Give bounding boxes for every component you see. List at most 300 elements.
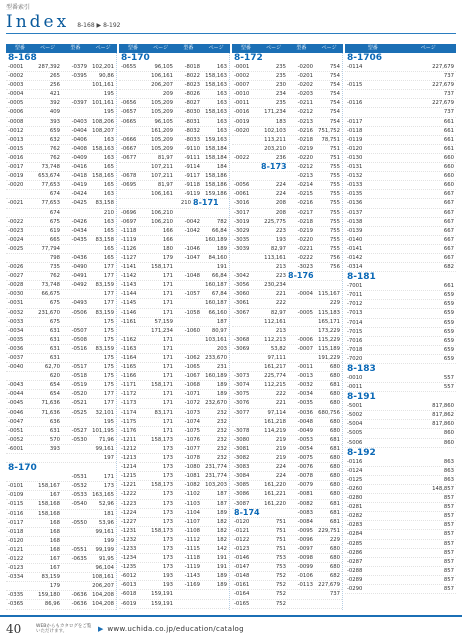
- page-ref: 91,95: [98, 555, 114, 562]
- page-ref: [315, 281, 342, 289]
- model-number: -0220: [297, 154, 313, 161]
- model-number: -1102: [184, 491, 200, 498]
- page-ref: 102,201: [92, 64, 114, 70]
- model-number: -0139: [347, 227, 363, 234]
- model-number: [288, 318, 315, 326]
- table-row: [119, 263, 229, 272]
- model-number: -6013: [121, 582, 137, 589]
- table-row: [232, 399, 342, 408]
- page-ref: 173: [162, 564, 173, 571]
- model-number: -0005: [297, 309, 313, 316]
- page-number: 40: [6, 622, 22, 636]
- page-ref: 210: [180, 200, 191, 207]
- page-ref: 71,636: [41, 400, 60, 407]
- page-ref: 71,636: [41, 409, 60, 416]
- section-label: 8-183: [347, 364, 376, 374]
- table-row: [345, 337, 456, 346]
- page-ref: 754: [329, 91, 340, 98]
- model-number: [119, 127, 148, 135]
- table-row: [119, 563, 229, 572]
- table-row: [232, 590, 342, 599]
- page-ref: 857: [443, 585, 454, 592]
- model-number: -0379: [71, 64, 87, 70]
- model-number: -0008: [8, 118, 24, 125]
- page-ref: 659: [443, 346, 454, 353]
- page-ref: 160,187: [205, 300, 227, 307]
- table-row: [232, 272, 342, 281]
- page-ref: 654: [49, 382, 60, 389]
- model-number: -0212: [297, 109, 313, 116]
- model-number: -1080: [184, 464, 200, 471]
- model-number: -0147: [234, 564, 250, 571]
- model-number: -0222: [297, 254, 313, 261]
- model-number: -1213: [121, 455, 137, 462]
- page-ref: 755: [329, 182, 340, 189]
- page-ref: 168: [49, 519, 60, 526]
- model-number: -0052: [8, 436, 24, 443]
- table-row: [6, 145, 116, 154]
- page-ref: 101,195: [92, 427, 114, 434]
- table-row: [6, 254, 116, 263]
- table-row: [6, 528, 116, 537]
- page-ref: 158,165: [92, 173, 114, 180]
- model-number: -0516: [71, 345, 87, 352]
- model-number: -1224: [121, 509, 137, 516]
- page-ref: 83,159: [95, 282, 114, 289]
- page-ref: 96,105: [154, 118, 173, 125]
- page-ref: 227,679: [432, 100, 454, 107]
- table-row: [345, 540, 456, 549]
- table-row: [232, 254, 342, 263]
- model-number: [232, 318, 261, 326]
- page-ref: 653,674: [38, 173, 60, 180]
- table-row: [345, 383, 456, 392]
- model-number: -0287: [347, 558, 363, 565]
- model-number: -0101: [8, 483, 24, 490]
- model-number: -0122: [234, 536, 250, 543]
- model-number: -0109: [8, 492, 24, 499]
- section-heading: [232, 53, 342, 63]
- page-ref: 680: [329, 373, 340, 380]
- model-number: -9110: [184, 145, 200, 152]
- page-ref: 57,159: [154, 318, 173, 325]
- page-ref: 115,167: [318, 291, 340, 298]
- column-header-label: ページ: [40, 45, 56, 51]
- model-number: -3019: [234, 218, 250, 225]
- model-number: -1144: [121, 291, 137, 298]
- model-number: -0666: [121, 136, 137, 143]
- table-row: [345, 245, 456, 254]
- model-number: -0025: [8, 245, 24, 252]
- page-ref: 754: [329, 64, 340, 70]
- model-number: -1065: [184, 364, 200, 371]
- page-ref: 393: [49, 445, 60, 452]
- page-ref: 53,96: [98, 519, 114, 526]
- table-row: [119, 336, 229, 345]
- index-range: 8-168 ▶ 8-192: [77, 22, 121, 29]
- model-number: -7015: [347, 328, 363, 335]
- model-number: -0049: [297, 427, 313, 434]
- page-ref: 171: [162, 309, 173, 316]
- model-number: -0533: [71, 492, 87, 499]
- page-ref: 187: [216, 491, 227, 498]
- page-ref: 159,191: [151, 600, 173, 607]
- model-number: -1104: [184, 509, 200, 516]
- page-ref: 206,207: [92, 583, 114, 590]
- page-ref: 225,775: [264, 218, 286, 225]
- page-ref: 680: [329, 427, 340, 434]
- page-ref: 171: [162, 282, 173, 289]
- model-number: -3075: [234, 391, 250, 398]
- table-row: [232, 172, 342, 181]
- model-number: -0146: [234, 555, 250, 562]
- page-ref: 232: [216, 427, 227, 434]
- model-number: -0010: [234, 91, 250, 98]
- model-number: -0117: [8, 519, 24, 526]
- model-number: -1146: [121, 309, 137, 316]
- page-ref: 158,163: [205, 73, 227, 80]
- page-ref: 83,171: [154, 409, 173, 416]
- table-row: [6, 318, 116, 327]
- page-ref: 756: [329, 264, 340, 271]
- model-number: -0007: [297, 345, 313, 352]
- page-ref: 857: [443, 540, 454, 547]
- page-ref: 235: [275, 100, 286, 107]
- model-number: -0148: [234, 573, 250, 580]
- page-ref: 735: [49, 264, 60, 271]
- table-row: [345, 530, 456, 539]
- model-number: -0518: [71, 373, 87, 380]
- model-number: -3035: [234, 236, 250, 243]
- page-ref: 230: [275, 82, 286, 89]
- model-number: [62, 354, 89, 362]
- page-ref: 107,211: [151, 173, 173, 180]
- model-number: [175, 336, 202, 344]
- page-ref: 222: [275, 300, 286, 307]
- table-row: [6, 454, 116, 463]
- section-label: 8-173: [261, 163, 287, 172]
- page-ref: 180: [162, 245, 173, 252]
- section-label: 8-181: [347, 272, 376, 283]
- model-number: -0116: [347, 458, 363, 465]
- table-row: [345, 429, 456, 438]
- page-ref: 105,209: [151, 136, 173, 143]
- model-number: -0099: [297, 564, 313, 571]
- page-ref: 53,82: [270, 345, 286, 352]
- model-number: -0667: [121, 145, 137, 152]
- page-ref: 96,104: [95, 565, 114, 572]
- model-number: -0001: [8, 64, 24, 70]
- page-ref: 667: [443, 218, 454, 225]
- page-ref: 667: [443, 254, 454, 261]
- model-number: -0022: [8, 218, 24, 225]
- page-ref: 171,234: [151, 327, 173, 334]
- page-ref: 107,211: [151, 164, 173, 171]
- page-ref: 84,160: [208, 254, 227, 261]
- page-ref: 191: [216, 564, 227, 571]
- table-row: [232, 118, 342, 127]
- page-ref: 219: [275, 436, 286, 443]
- model-number: -0130: [347, 154, 363, 161]
- page-ref: 229: [329, 536, 340, 543]
- model-number: -0035: [8, 336, 24, 343]
- page-ref: 163: [216, 127, 227, 134]
- page-ref: 167: [49, 492, 60, 499]
- model-number: -1047: [184, 254, 200, 261]
- web-catalog-note: WEBからもカタログをご覧いただけます。: [36, 623, 92, 634]
- page-ref: 863: [443, 467, 454, 474]
- page-ref: 665: [49, 236, 60, 243]
- table-row: [119, 463, 229, 472]
- table-row: [345, 319, 456, 328]
- column-header-label: 型番: [240, 45, 251, 51]
- model-number: -1042: [184, 227, 200, 234]
- table-row: [6, 418, 116, 427]
- table-row: [232, 218, 342, 227]
- page-ref: 224: [275, 182, 286, 189]
- page-ref: 173: [162, 445, 173, 452]
- model-number: -3085: [234, 482, 250, 489]
- page-ref: 171: [162, 373, 173, 380]
- page-ref: 227,679: [432, 82, 454, 89]
- page-ref: 681: [329, 436, 340, 443]
- model-number: -0001: [234, 64, 250, 70]
- page-ref: 62,70: [44, 364, 60, 371]
- table-row: [119, 99, 229, 108]
- model-number: -1118: [184, 555, 200, 562]
- table-row: [6, 491, 116, 500]
- table-row: [345, 494, 456, 503]
- model-number: -0016: [234, 109, 250, 116]
- page-ref: 661: [443, 136, 454, 143]
- model-number: -0507: [71, 327, 87, 334]
- page-ref: 189: [216, 509, 227, 516]
- model-number: -3076: [234, 400, 250, 407]
- model-number: -0036: [297, 409, 313, 416]
- model-number: [345, 90, 402, 98]
- page-ref: 256: [49, 82, 60, 89]
- table-row: [232, 236, 342, 245]
- table-row: [345, 309, 456, 318]
- table-row: [232, 327, 342, 336]
- page-ref: 231,670: [38, 309, 60, 316]
- page-ref: 171: [162, 336, 173, 343]
- section-heading: [345, 448, 456, 458]
- model-number: [232, 254, 261, 262]
- model-number: [175, 600, 202, 608]
- model-number: -0053: [297, 436, 313, 443]
- page-ref: 223: [275, 273, 286, 280]
- table-row: [119, 536, 229, 545]
- table-row: [119, 190, 229, 199]
- model-number: -0403: [71, 118, 87, 125]
- model-number: -1107: [184, 518, 200, 525]
- model-number: -1235: [121, 564, 137, 571]
- page-ref: 667: [443, 200, 454, 207]
- page-ref: 171: [162, 273, 173, 280]
- page-ref: 210: [103, 209, 114, 216]
- model-number: -0281: [347, 504, 363, 511]
- page-ref: 232,670: [205, 400, 227, 407]
- page-ref: 232: [216, 409, 227, 416]
- page-ref: 224: [275, 473, 286, 480]
- catalog-url-link[interactable]: www.uchida.co.jp/education/catalog: [107, 625, 244, 633]
- model-number: [62, 81, 89, 89]
- table-row: [6, 390, 116, 399]
- page-ref: 213: [275, 264, 286, 271]
- model-number: -0083: [297, 509, 313, 516]
- page-ref: 857: [443, 513, 454, 520]
- page-ref: 221: [275, 291, 286, 298]
- page-ref: 161,220: [264, 482, 286, 489]
- page-ref: 232: [216, 418, 227, 425]
- table-row: [6, 263, 116, 272]
- page-ref: 631: [49, 345, 60, 352]
- model-number: -1231: [121, 527, 137, 534]
- model-number: -0011: [347, 384, 363, 391]
- page-ref: 755: [329, 191, 340, 198]
- page-ref: 161,217: [264, 364, 286, 371]
- table-row: [232, 145, 342, 154]
- column-header-label: 型番: [367, 45, 378, 51]
- model-number: -0164: [234, 591, 250, 598]
- page-ref: 680: [329, 482, 340, 489]
- table-row: [232, 545, 342, 554]
- model-number: [232, 136, 261, 144]
- table-row: [6, 537, 116, 546]
- page-ref: 660: [443, 164, 454, 171]
- table-row: [232, 436, 342, 445]
- model-number: -0219: [297, 227, 313, 234]
- table-row: [6, 63, 116, 72]
- model-number: -1161: [121, 318, 137, 325]
- page-ref: 632: [49, 136, 60, 143]
- model-number: -0045: [8, 400, 24, 407]
- model-number: [62, 528, 89, 536]
- page-ref: 817,860: [432, 403, 454, 410]
- table-row: [6, 299, 116, 308]
- page-ref: 103,203: [205, 482, 227, 489]
- model-number: -1142: [121, 273, 137, 280]
- page-ref: 680: [329, 464, 340, 471]
- table-row: [119, 509, 229, 518]
- page-ref: 158,163: [205, 109, 227, 116]
- page-ref: 659: [443, 301, 454, 308]
- page-ref: 661: [443, 145, 454, 152]
- table-row: [232, 536, 342, 545]
- model-number: -0435: [71, 236, 87, 243]
- model-number: -0032: [8, 309, 24, 316]
- table-row: [6, 336, 116, 345]
- model-number: [288, 299, 315, 307]
- page-ref: 182: [216, 536, 227, 543]
- page-ref: 67,84: [211, 291, 227, 298]
- page-ref: 681: [329, 445, 340, 452]
- model-number: -7013: [347, 310, 363, 317]
- page-ref: 229,751: [318, 527, 340, 534]
- page-ref: 163: [216, 118, 227, 125]
- model-number: -0048: [297, 418, 313, 425]
- table-row: [119, 136, 229, 145]
- model-number: [6, 473, 35, 481]
- model-number: -0044: [8, 391, 24, 398]
- table-row: [6, 510, 116, 519]
- page-ref: 177: [103, 291, 114, 298]
- page-ref: [202, 609, 229, 610]
- table-row: [345, 209, 456, 218]
- model-number: [6, 582, 35, 590]
- page-ref: 108,206: [92, 118, 114, 125]
- page-ref: 106,210: [151, 209, 173, 216]
- page-ref: 235: [275, 64, 286, 70]
- model-number: -0491: [71, 273, 87, 280]
- model-number: -0096: [297, 536, 313, 543]
- model-number: -1162: [121, 336, 137, 343]
- model-number: [6, 254, 35, 262]
- page-ref: 755: [329, 236, 340, 243]
- column-header: [6, 44, 117, 53]
- page-ref: 158,186: [205, 182, 227, 189]
- page-ref: 751: [275, 527, 286, 534]
- page-ref: 175: [103, 327, 114, 334]
- model-number: -0520: [71, 391, 87, 398]
- table-row: [232, 500, 342, 509]
- page-ref: 183: [275, 118, 286, 125]
- page-ref: 681: [329, 518, 340, 525]
- section-label: 8-176: [288, 272, 314, 281]
- page-ref: 173: [162, 545, 173, 552]
- model-number: -0022: [234, 154, 250, 161]
- page-ref: 177: [103, 264, 114, 271]
- page-ref: 660: [443, 173, 454, 180]
- model-number: -0036: [8, 345, 24, 352]
- arrow-right-icon: ▶: [98, 625, 104, 633]
- model-number: -7018: [347, 346, 363, 353]
- table-row: [6, 99, 116, 108]
- model-number: -1078: [184, 455, 200, 462]
- page-ref: 173: [162, 500, 173, 507]
- table-row: [232, 381, 342, 390]
- page-ref: 165,171: [318, 318, 340, 325]
- model-number: -3017: [234, 209, 250, 216]
- table-row: [345, 374, 456, 383]
- page-ref: 755: [329, 164, 340, 171]
- table-row: [119, 290, 229, 299]
- model-number: -1062: [184, 355, 200, 361]
- model-number: -1103: [184, 500, 200, 507]
- page-ref: 762: [49, 154, 60, 161]
- page-ref: 189: [216, 573, 227, 580]
- column-header-label: 型番: [70, 45, 81, 51]
- model-number: -0365: [8, 601, 24, 608]
- table-row: [6, 227, 116, 236]
- model-number: [62, 573, 89, 581]
- page-ref: 115,229: [318, 336, 340, 343]
- page-ref: 182: [216, 518, 227, 525]
- table-row: [232, 527, 342, 536]
- page-ref: 265: [49, 73, 60, 80]
- model-number: -0215: [297, 191, 313, 198]
- column-header-label: 型番: [296, 45, 307, 51]
- model-number: -1221: [121, 482, 137, 489]
- page-ref: 751: [275, 536, 286, 543]
- model-number: -3082: [234, 455, 250, 462]
- model-number: [6, 372, 35, 380]
- table-row: [345, 90, 456, 99]
- model-number: -0636: [71, 592, 87, 599]
- model-number: -0013: [297, 373, 313, 380]
- model-number: [6, 209, 35, 217]
